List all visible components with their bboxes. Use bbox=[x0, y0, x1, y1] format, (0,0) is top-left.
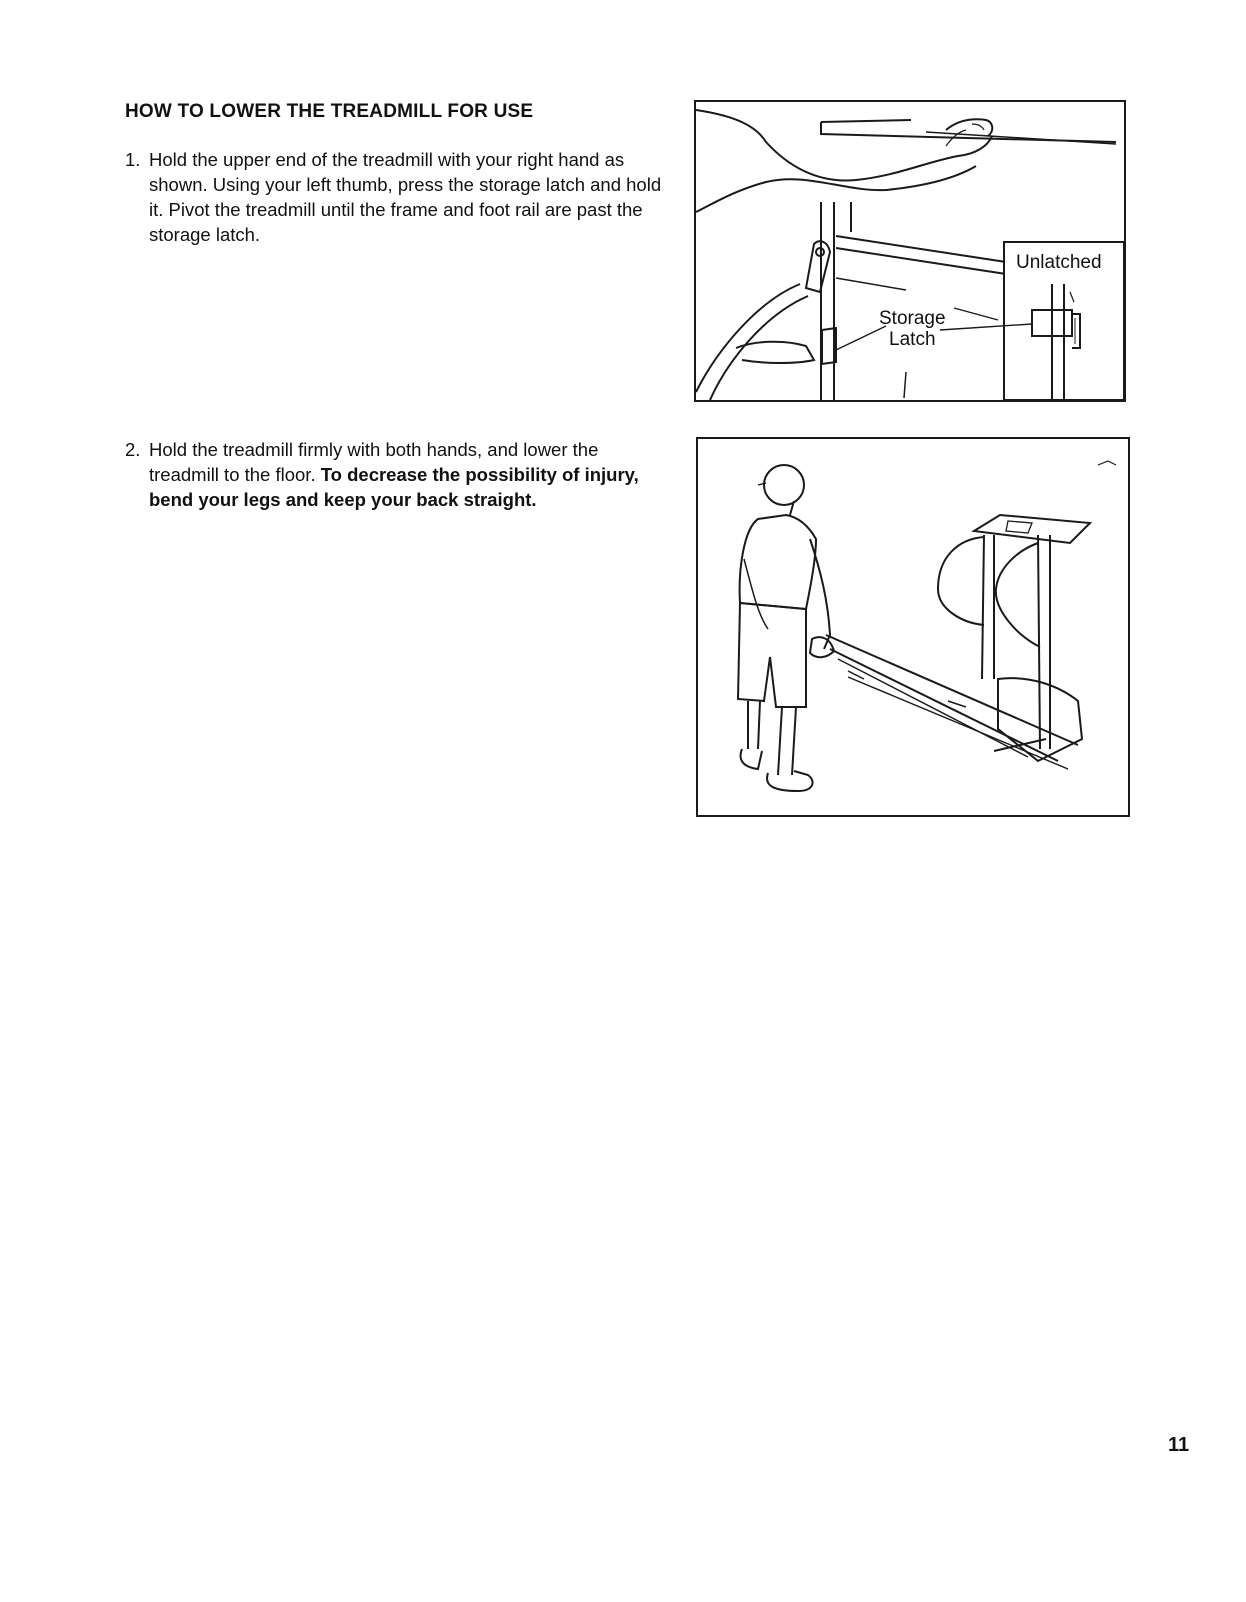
callout-unlatched: Unlatched bbox=[1016, 252, 1102, 273]
step-2 bbox=[125, 437, 665, 512]
step-number: 1. bbox=[125, 149, 141, 170]
lowering-treadmill-illustration bbox=[698, 439, 1128, 815]
callout-storage-line1: Storage bbox=[879, 308, 946, 329]
figure-storage-latch bbox=[694, 100, 1126, 402]
figure-lowering-treadmill bbox=[696, 437, 1130, 817]
step-text: Hold the treadmill firmly with both hands, and lower the treadmill to the floor. bbox=[149, 439, 599, 485]
step-text: Hold the upper end of the treadmill with your right hand as shown. Using your left thumb, press the storage latch and hold it. Pivot the treadmill until the frame and foot rail are past the storage latch. bbox=[149, 149, 662, 245]
safety-warning: To decrease the possibility of injury, bend your legs and keep your back straight. bbox=[149, 464, 639, 510]
step-text-container bbox=[149, 437, 665, 512]
storage-latch-illustration bbox=[696, 102, 1124, 400]
step-1 bbox=[125, 147, 665, 247]
section-heading: HOW TO LOWER THE TREADMILL FOR USE bbox=[125, 101, 534, 122]
callout-storage-line2: Latch bbox=[889, 329, 936, 350]
page-number: 11 bbox=[1168, 1434, 1190, 1456]
callout-storage-latch bbox=[879, 308, 946, 350]
step-number: 2. bbox=[125, 439, 141, 460]
